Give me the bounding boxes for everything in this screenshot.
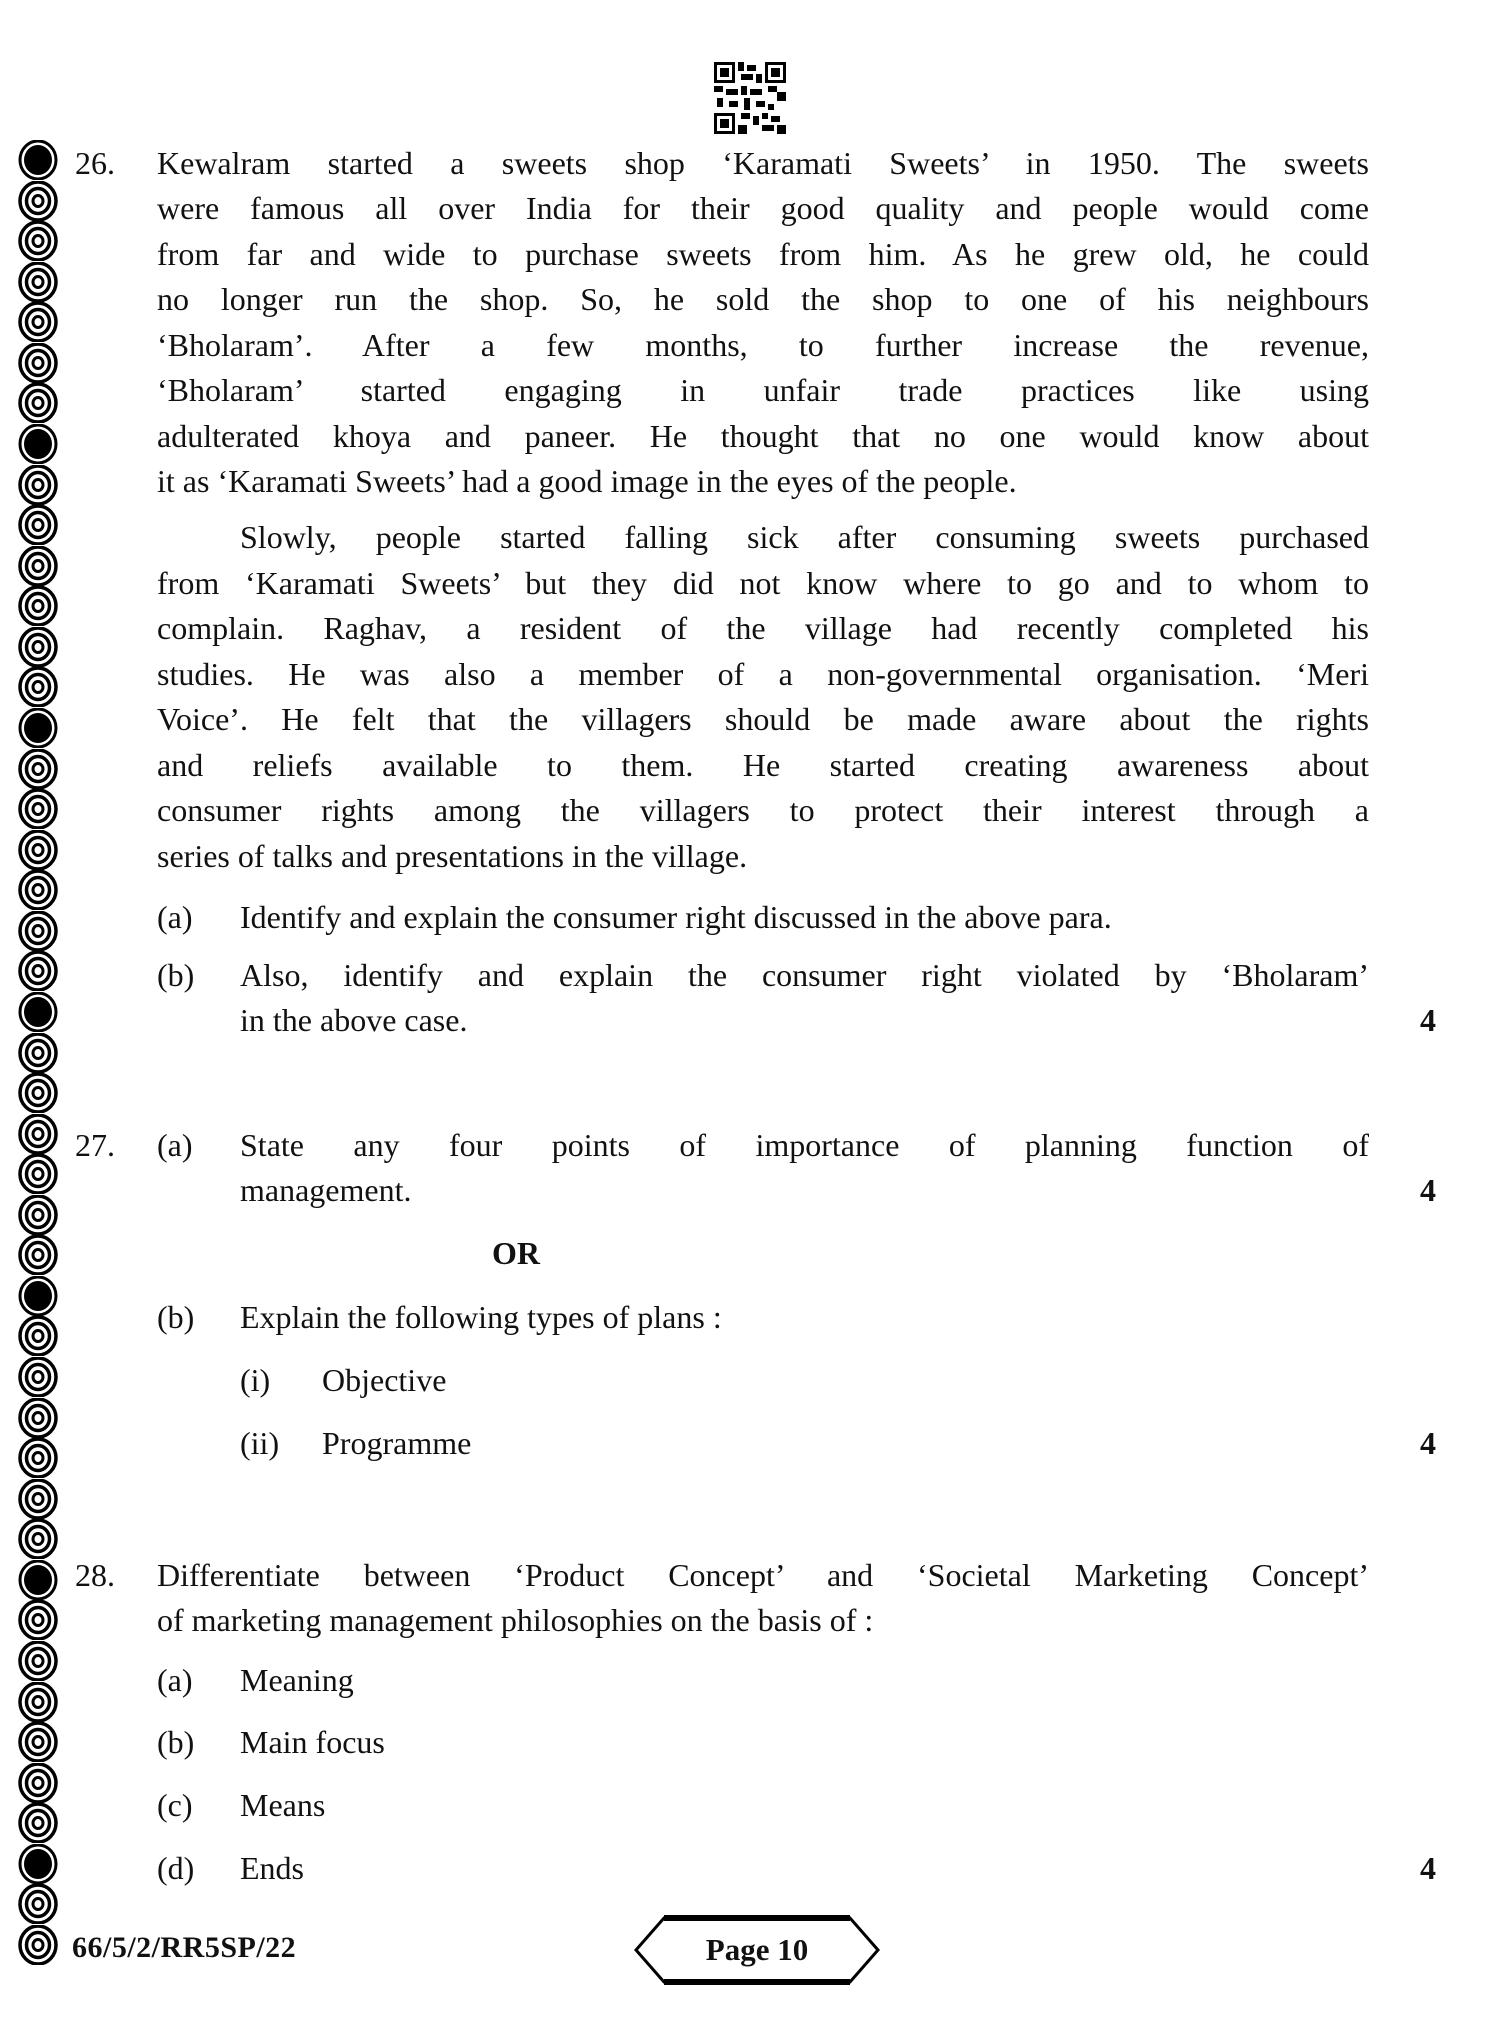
passage-line: Kewalram started a sweets shop ‘Karamati Sweets’ in 1950. The sweets [157,145,1369,181]
margin-ring-strip [18,0,62,2034]
concentric-circle-icon [18,951,58,991]
concentric-circle-icon [18,749,58,789]
concentric-circle-icon [18,1398,58,1438]
concentric-circle-icon [18,1600,58,1640]
concentric-circle-icon [18,911,58,951]
filled-circle-icon [18,992,58,1032]
marks-label: 4 [1420,1172,1436,1208]
concentric-circle-icon [18,302,58,342]
passage-line: ‘Bholaram’. After a few months, to further increase the revenue, [157,327,1369,363]
concentric-circle-icon [18,1884,58,1924]
concentric-circle-icon [18,1763,58,1803]
page-number-label: Page 10 [705,1932,809,1967]
marks-label: 4 [1420,1002,1436,1038]
concentric-circle-icon [18,789,58,829]
concentric-circle-icon [18,1357,58,1397]
concentric-circle-icon [18,1033,58,1073]
concentric-circle-icon [18,343,58,383]
concentric-circle-icon [18,1803,58,1843]
part-label: (d) [157,1850,195,1886]
concentric-circle-icon [18,870,58,910]
concentric-circle-icon [18,1641,58,1681]
marks-label: 4 [1420,1425,1436,1461]
passage-line: from far and wide to purchase sweets from him. As he grew old, he could [157,236,1369,272]
part-text: Ends [240,1850,304,1886]
question-number: 27. [75,1127,115,1163]
concentric-circle-icon [18,1114,58,1154]
question-number: 26. [75,145,115,181]
part-label: (b) [157,1724,195,1760]
page-number-badge [632,1914,882,1986]
concentric-circle-icon [18,262,58,302]
part-label: (a) [157,1127,193,1163]
part-text: Explain the following types of plans : [240,1299,722,1335]
concentric-circle-icon [18,830,58,870]
part-text: Identify and explain the consumer right discussed in the above para. [240,899,1112,935]
passage-line: studies. He was also a member of a non-governmental organisation. ‘Meri [157,656,1369,692]
question-number: 28. [75,1557,115,1593]
concentric-circle-icon [18,1195,58,1235]
concentric-circle-icon [18,1438,58,1478]
passage-line: were famous all over India for their good quality and people would come [157,190,1369,226]
concentric-circle-icon [18,546,58,586]
concentric-circle-icon [18,1316,58,1356]
concentric-circle-icon [18,1519,58,1559]
filled-circle-icon [18,1560,58,1600]
filled-circle-icon [18,140,58,180]
part-label: (a) [157,899,193,935]
filled-circle-icon [18,1844,58,1884]
concentric-circle-icon [18,221,58,261]
qr-code-icon [714,62,786,134]
concentric-circle-icon [18,465,58,505]
concentric-circle-icon [18,1682,58,1722]
question-text: of marketing management philosophies on the basis of : [157,1602,874,1638]
concentric-circle-icon [18,1073,58,1113]
passage-line: complain. Raghav, a resident of the village had recently completed his [157,610,1369,646]
paper-code: 66/5/2/RR5SP/22 [72,1931,297,1964]
concentric-circle-icon [18,181,58,221]
part-label: (c) [157,1787,193,1823]
passage-line: and reliefs available to them. He started creating awareness about [157,747,1369,783]
concentric-circle-icon [18,667,58,707]
passage-line: Slowly, people started falling sick after consuming sweets purchased [240,519,1369,555]
subpart-label: (i) [240,1362,271,1398]
part-label: (a) [157,1662,193,1698]
filled-circle-icon [18,424,58,464]
part-text: State any four points of importance of planning function of [240,1127,1369,1163]
part-text: Means [240,1787,326,1823]
subpart-label: (ii) [240,1425,280,1461]
part-text: Also, identify and explain the consumer right violated by ‘Bholaram’ [240,957,1369,993]
concentric-circle-icon [18,383,58,423]
filled-circle-icon [18,708,58,748]
concentric-circle-icon [18,505,58,545]
subpart-text: Programme [322,1425,472,1461]
concentric-circle-icon [18,627,58,667]
part-text: management. [240,1172,412,1208]
question-text: Differentiate between ‘Product Concept’ and ‘Societal Marketing Concept’ [157,1557,1369,1593]
concentric-circle-icon [18,1154,58,1194]
passage-line: Voice’. He felt that the villagers should be made aware about the rights [157,701,1369,737]
passage-line: adulterated khoya and paneer. He thought that no one would know about [157,418,1369,454]
part-label: (b) [157,957,195,993]
passage-line: from ‘Karamati Sweets’ but they did not know where to go and to whom to [157,565,1369,601]
marks-label: 4 [1420,1850,1436,1886]
concentric-circle-icon [18,1235,58,1275]
passage-line: it as ‘Karamati Sweets’ had a good image in the eyes of the people. [157,463,1017,499]
part-text: Main focus [240,1724,385,1760]
passage-line: consumer rights among the villagers to protect their interest through a [157,792,1369,828]
filled-circle-icon [18,1276,58,1316]
passage-line: ‘Bholaram’ started engaging in unfair trade practices like using [157,372,1369,408]
passage-line: series of talks and presentations in the village. [157,838,748,874]
part-text: Meaning [240,1662,354,1698]
concentric-circle-icon [18,1479,58,1519]
passage-line: no longer run the shop. So, he sold the shop to one of his neighbours [157,281,1369,317]
concentric-circle-icon [18,1722,58,1762]
or-separator: OR [492,1235,540,1271]
part-label: (b) [157,1299,195,1335]
concentric-circle-icon [18,586,58,626]
subpart-text: Objective [322,1362,447,1398]
concentric-circle-icon [18,1925,58,1965]
part-text: in the above case. [240,1002,468,1038]
